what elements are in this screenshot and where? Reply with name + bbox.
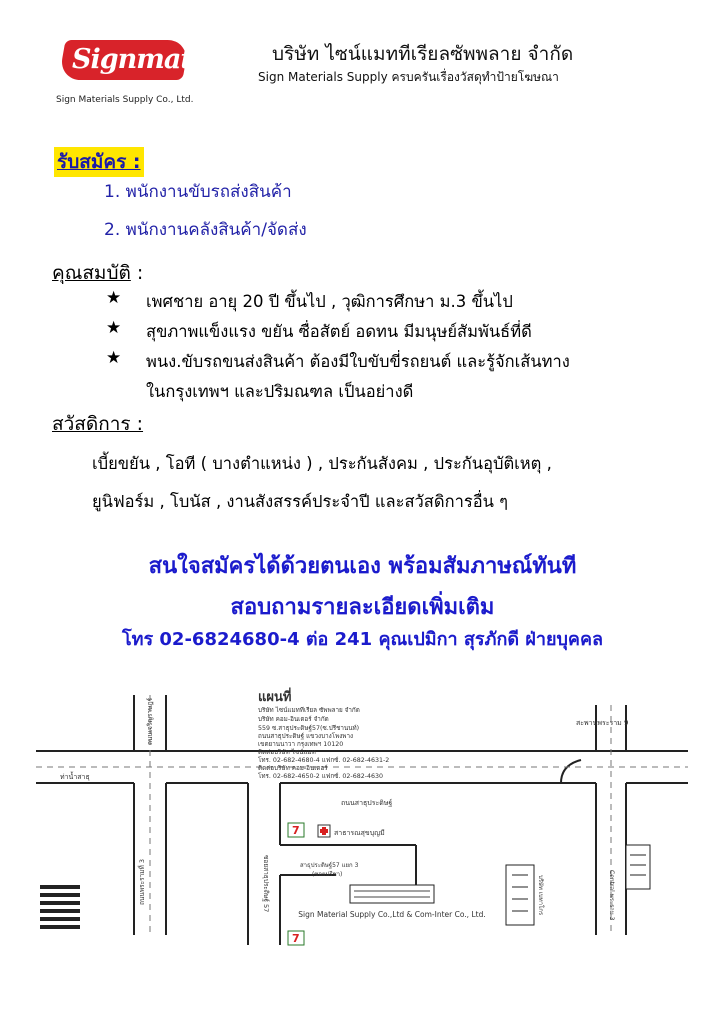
map-road-left1-label: ถนนพระรามที่ 3 — [138, 858, 146, 905]
company-tagline: Sign Materials Supply ครบครันเรื่องวัสดุทำป้ายโฆษณา — [258, 70, 559, 84]
welfare-heading: สวัสดิการ : — [52, 413, 144, 435]
welfare-line-2: ยูนิฟอร์ม , โบนัส , งานสังสรรค์ประจำปี และสวัสดิการอื่น ๆ — [92, 492, 508, 511]
qualification-item-2: สุขภาพแข็งแรง ขยัน ซื่อสัตย์ อดทน มีมนุษย์สัมพันธ์ที่ดี — [146, 322, 532, 341]
building-icon — [626, 845, 650, 889]
qualification-item-3-cont: ในกรุงเทพฯ และปริมณฑล เป็นอย่างดี — [146, 382, 414, 401]
map-road-main-label: ถนนสาธุประดิษฐ์ — [341, 799, 393, 807]
company-name: บริษัท ไซน์แมททีเรียลซัพพลาย จำกัด — [272, 43, 574, 65]
star-bullet-icon: ★ — [106, 348, 122, 368]
map-pier-label: ท่าน้ำสาธุ — [60, 773, 90, 781]
cta-inquire: สอบถามรายละเอียดเพิ่มเติม — [230, 595, 495, 620]
job-position-1: 1. พนักงานขับรถส่งสินค้า — [104, 182, 292, 202]
star-bullet-icon: ★ — [106, 288, 122, 308]
map-road-left2-label: ถนนเจริญราษฎร์ — [146, 697, 154, 745]
cta-apply: สนใจสมัครได้ด้วยตนเอง พร้อมสัมภาษณ์ทันที — [148, 554, 577, 579]
map-info-line: 559 ซ.สาธุประดิษฐ์57(ซ.ปรีชานนท์) — [258, 725, 360, 732]
map-info-line: ติดต่อบริษัท คอม-อินเตอร์ — [258, 765, 328, 772]
map-soi-vertical-label: ซอยสาธุประดิษฐ์ 57 — [262, 855, 270, 913]
qualifications-colon: : — [130, 262, 144, 284]
map-info-line: ติดต่อบริษัท ไซน์แมท — [258, 749, 316, 756]
map-info-line: โทร. 02-682-4650-2 แฟกซ์. 02-682-4630 — [258, 773, 384, 780]
hospital-icon — [318, 825, 330, 837]
building-icon — [506, 865, 534, 925]
map-info-line: ถนนสาธุประดิษฐ์ แขวงบางโพงพาง — [258, 733, 354, 740]
seven-eleven-icon — [288, 823, 304, 837]
map-company-label: Sign Material Supply Co.,Ltd & Com-Inter Co., Ltd. — [298, 910, 486, 919]
cta-contact: โทร 02-6824680-4 ต่อ 241 คุณเปมิกา สุรภักดี ฝ่ายบุคคล — [121, 629, 604, 650]
map-bridge-label: สะพานพระราม 9 — [576, 719, 629, 727]
map-soi57-label: สาธุประดิษฐ์57 แยก 3 — [300, 862, 359, 869]
map-central-label: Central พระราม 3 — [608, 870, 615, 921]
svg-text:7: 7 — [292, 932, 300, 945]
map-hospital-label: สาธารณสุขบุญมี — [334, 829, 385, 837]
logo-text: Signmat — [72, 44, 192, 75]
svg-text:7: 7 — [292, 824, 300, 837]
seven-eleven-icon — [288, 931, 304, 945]
qualification-item-1: เพศชาย อายุ 20 ปี ขึ้นไป , วุฒิการศึกษา ม.3 ขึ้นไป — [146, 292, 513, 311]
qualifications-heading-text: คุณสมบัติ — [52, 262, 131, 284]
map-info-line: บริษัท ไซน์แมททีเรียล ซัพพลาย จำกัด — [258, 707, 360, 714]
map-building-right-label: บริษัท เบทาโกร — [537, 875, 544, 916]
map-info-line: เขตยานนาวา กรุงเทพฯ 10120 — [258, 741, 344, 748]
recruit-heading: รับสมัคร : — [54, 147, 144, 177]
map-info-line: บริษัท คอม-อินเตอร์ จำกัด — [258, 716, 329, 723]
logo-subtitle: Sign Materials Supply Co., Ltd. — [56, 95, 194, 105]
star-bullet-icon: ★ — [106, 318, 122, 338]
qualifications-heading — [52, 258, 143, 288]
job-position-2: 2. พนักงานคลังสินค้า/จัดส่ง — [104, 220, 307, 240]
map-title: แผนที่ — [258, 690, 292, 705]
map-info-line: โทร. 02-682-4680-4 แฟกซ์. 02-682-4631-2 — [258, 757, 390, 764]
location-map — [36, 665, 688, 1010]
welfare-line-1: เบี้ยขยัน , โอที ( บางตำแหน่ง ) , ประกันสังคม , ประกันอุบัติเหตุ , — [92, 454, 552, 473]
company-building-icon — [350, 885, 434, 903]
qualification-item-3: พนง.ขับรถขนส่งสินค้า ต้องมีใบขับขี่รถยนต์ และรู้จักเส้นทาง — [146, 352, 570, 371]
map-drawing — [36, 665, 688, 1010]
map-soi57-sub-label: (ซอยปรีชา) — [312, 871, 343, 878]
